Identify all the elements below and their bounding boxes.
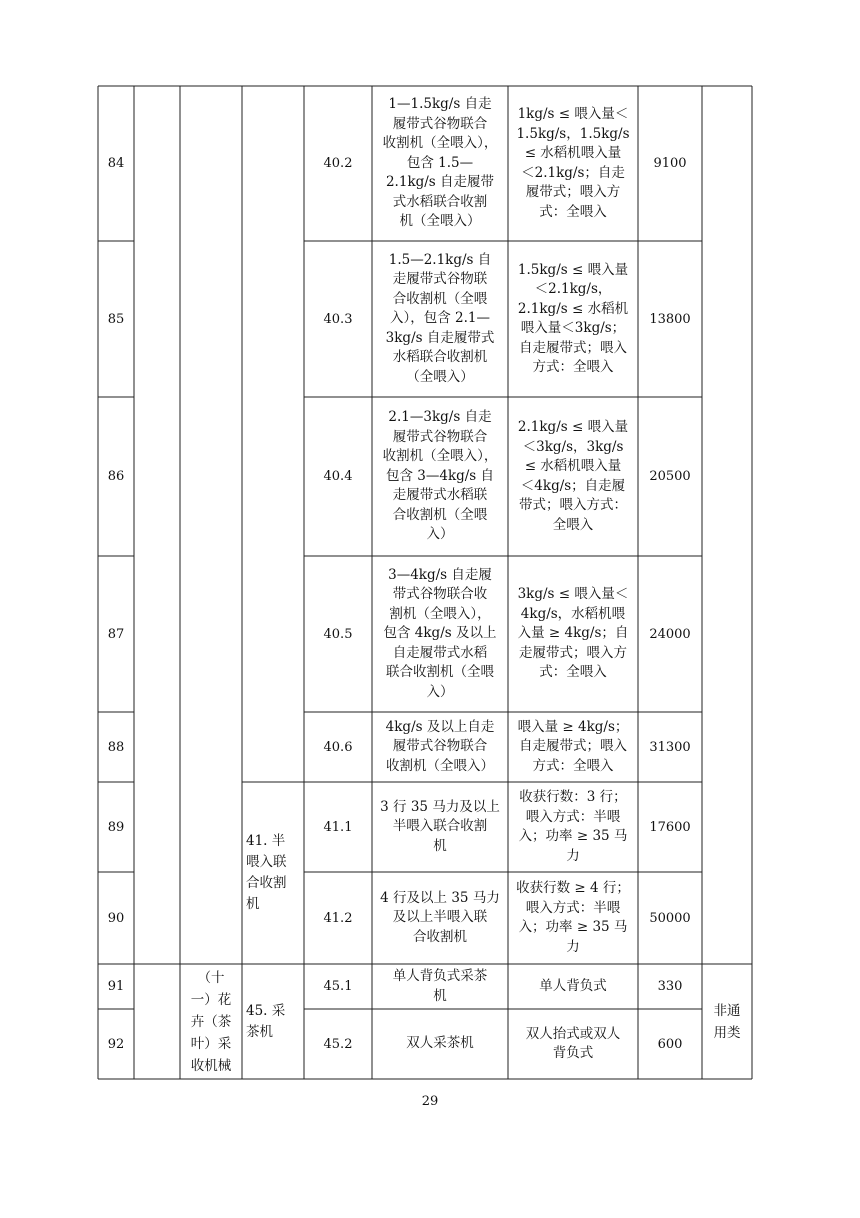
machine-spec: 喂入量 ≥ 4kg/s； 自走履带式；喂入 方式：全喂入 (517, 718, 629, 774)
item-41-label: 41. 半 喂入联 合收割 机 (246, 833, 287, 912)
page-number: 29 (421, 1094, 439, 1109)
machine-name-cell (372, 1009, 508, 1079)
machine-name: 3—4kg/s 自走履 带式谷物联合收 割机（全喂入）， 包含 4kg/s 及以上 自走履带式水稻 联合收割机（全喂 入） (383, 566, 497, 700)
machine-name: 3 行 35 马力及以上 半喂入联合收割 机 (380, 798, 500, 854)
machine-name-cell (372, 964, 508, 1009)
machine-spec: 1.5kg/s ≤ 喂入量 ＜2.1kg/s， 2.1kg/s ≤ 水稻机 喂入量＜3kg/s； 自走履带式；喂入 方式：全喂入 (517, 261, 629, 375)
machine-name: 2.1—3kg/s 自走 履带式谷物联合 收割机（全喂入）， 包含 3—4kg/s 自 走履带式水稻联 合收割机（全喂 入） (382, 409, 498, 543)
sub-item-number: 40.5 (323, 626, 353, 642)
spec-cell (508, 712, 638, 782)
sub-item-number: 40.2 (323, 156, 353, 171)
group-11-cell (180, 964, 242, 1079)
spec-cell (508, 241, 638, 397)
machine-name-cell (372, 872, 508, 964)
subsidy-amount: 20500 (649, 469, 691, 484)
sub-item-number: 41.1 (323, 819, 353, 835)
row-number: 88 (107, 739, 125, 755)
row-number: 85 (107, 311, 125, 327)
item-41-cell (242, 782, 304, 964)
machine-name-cell (372, 556, 508, 712)
machine-name: 1.5—2.1kg/s 自 走履带式谷物联 合收割机（全喂 入），包含 2.1— 3kg/s 自走履带式 水稻联合收割机 （全喂入） (385, 251, 495, 385)
subsidy-amount: 24000 (649, 626, 691, 642)
sub-item-number: 40.6 (323, 739, 353, 755)
spec-cell (508, 964, 638, 1009)
spec-cell (508, 872, 638, 964)
subsidy-amount: 13800 (649, 311, 691, 327)
machine-name-cell (372, 86, 508, 241)
row-number: 90 (107, 910, 125, 926)
row-number: 89 (107, 819, 125, 835)
machine-name-cell (372, 241, 508, 397)
sub-item-number: 40.4 (323, 469, 353, 484)
row-number: 91 (107, 979, 125, 994)
sub-item-number: 40.3 (323, 311, 353, 327)
machine-name: 双人采茶机 (406, 1035, 474, 1052)
machine-name: 4kg/s 及以上自走 履带式谷物联合 收割机（全喂入） (385, 718, 495, 774)
spec-cell (508, 1009, 638, 1079)
subsidy-amount: 9100 (653, 156, 687, 171)
sub-item-number: 41.2 (323, 910, 353, 926)
sub-item-number: 45.2 (323, 1036, 353, 1052)
category-cell (702, 964, 752, 1079)
sub-item-number: 45.1 (323, 979, 353, 994)
spec-cell (508, 782, 638, 872)
row-number: 86 (107, 469, 125, 484)
machine-spec: 1kg/s ≤ 喂入量＜ 1.5kg/s，1.5kg/s ≤ 水稻机喂入量 ＜2.1kg/s；自走 履带式；喂入方 式：全喂入 (516, 106, 630, 220)
row-number: 87 (107, 626, 125, 642)
spec-cell (508, 556, 638, 712)
machine-spec: 2.1kg/s ≤ 喂入量 ＜3kg/s，3kg/s ≤ 水稻机喂入量 ＜4kg/s；自走履 带式；喂入方式： 全喂入 (517, 419, 629, 533)
machine-spec: 单人背负式 (539, 977, 607, 994)
category-label: 非通 用类 (713, 1002, 741, 1041)
spec-cell (508, 397, 638, 556)
subsidy-amount: 17600 (649, 819, 691, 835)
item-45-cell (242, 964, 304, 1079)
machine-name-cell (372, 782, 508, 872)
machine-name-cell (372, 397, 508, 556)
machine-name: 单人背负式采茶 机 (392, 968, 488, 1004)
subsidy-amount: 50000 (649, 910, 691, 926)
group-11-label: （十 一）花 卉（茶 叶）采 收机械 (190, 969, 232, 1074)
machine-spec: 双人抬式或双人 背负式 (525, 1025, 621, 1061)
row-number: 92 (107, 1036, 125, 1052)
machine-spec: 收获行数 ≥ 4 行； 喂入方式：半喂 入；功率 ≥ 35 马 力 (516, 880, 630, 955)
machine-name: 4 行及以上 35 马力 及以上半喂入联 合收割机 (380, 889, 500, 945)
machine-spec: 收获行数：3 行； 喂入方式：半喂 入；功率 ≥ 35 马 力 (518, 789, 628, 864)
subsidy-amount: 330 (657, 979, 683, 994)
row-number: 84 (107, 156, 125, 171)
subsidy-amount: 31300 (649, 739, 691, 755)
machine-spec: 3kg/s ≤ 喂入量＜ 4kg/s，水稻机喂 入量 ≥ 4kg/s；自 走履带式；喂入方 式：全喂入 (517, 586, 629, 681)
machine-name-cell (372, 712, 508, 782)
spec-cell (508, 86, 638, 241)
item-45-label: 45. 采 茶机 (246, 1002, 286, 1040)
machine-name: 1—1.5kg/s 自走 履带式谷物联合 收割机（全喂入）， 包含 1.5— 2.1kg/s 自走履带 式水稻联合收割 机（全喂入） (382, 96, 498, 230)
subsidy-amount: 600 (657, 1036, 683, 1052)
